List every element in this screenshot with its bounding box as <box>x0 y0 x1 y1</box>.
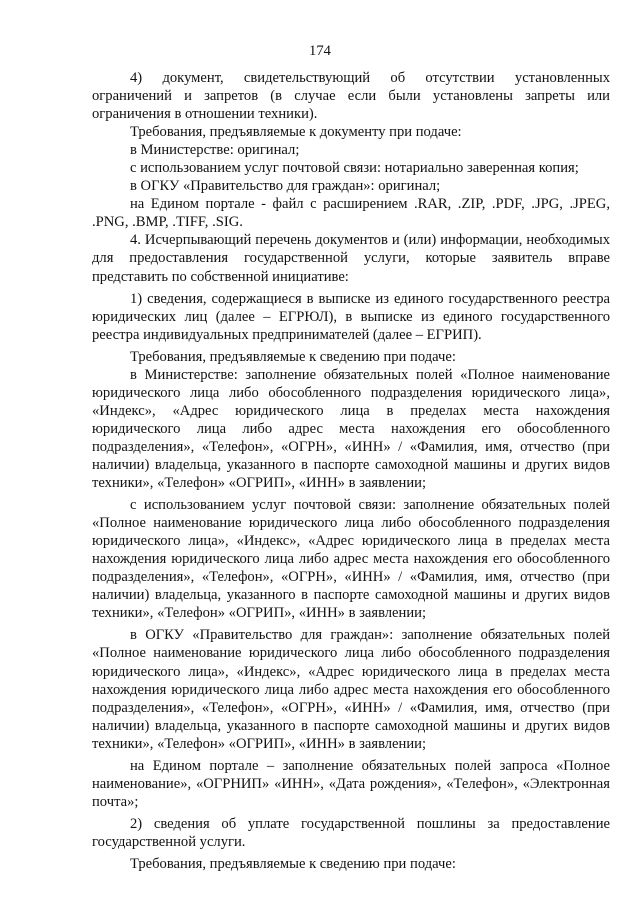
paragraph-postal-copy: с использованием услуг почтовой связи: нотариально заверенная копия; <box>130 160 579 177</box>
paragraph-ogku-fields: в ОГКУ «Правительство для граждан»: заполнение обязательных полей «Полное наименование юридического лица либо обособленного подразделения юридического лица», «Индекс», «Адрес юридического лица в пределах места нахождения юридического лица либо адрес места нахождения его обособленного подразделения», «Телефон», «ОГРН», «ИНН» / «Фамилия, имя, отчество (при наличии) владельца, указанного в паспорте самоходной машины и других видов техники», «Телефон» «ОГРИП», «ИНН» в заявлении; <box>92 627 610 752</box>
paragraph-postal-fields: с использованием услуг почтовой связи: заполнение обязательных полей «Полное наименование юридического лица либо обособленного подразделения юридического лица», «Индекс», «Адрес юридического лица в пределах места нахождения юридического лица либо адрес места нахождения его обособленного подразделения», «Телефон», «ОГРН», «ИНН» / «Фамилия, имя, отчество (при наличии) владельца, указанного в паспорте самоходной машины и других видов техники», «Телефон» «ОГРИП», «ИНН» в заявлении; <box>92 497 610 622</box>
paragraph-requirements-heading: Требования, предъявляемые к документу при подаче: <box>130 124 462 141</box>
paragraph-item-1-egrul: 1) сведения, содержащиеся в выписке из единого государственного реестра юридических лиц (далее – ЕГРЮЛ), в выписке из единого государственного реестра индивидуальных предпринимателей (далее – ЕГРИП). <box>92 290 610 343</box>
document-body <box>92 69 610 873</box>
paragraph-section-4-list: 4. Исчерпывающий перечень документов и (или) информации, необходимых для предоставления государственной услуги, которые заявитель вправе представить по собственной инициативе: <box>92 232 610 285</box>
paragraph-ministry-fields: в Министерстве: заполнение обязательных полей «Полное наименование юридического лица либо обособленного подразделения юридического лица», «Индекс», «Адрес юридического лица в пределах места нахождения юридического лица либо адрес места нахождения его обособленного подразделения», «Телефон», «ОГРН», «ИНН» / «Фамилия, имя, отчество (при наличии) владельца, указанного в паспорте самоходной машины и других видов техники», «Телефон» «ОГРИП», «ИНН» в заявлении; <box>92 366 610 492</box>
paragraph-requirements-info-heading: Требования, предъявляемые к сведению при подаче: <box>130 348 456 365</box>
paragraph-ogku-original: в ОГКУ «Правительство для граждан»: оригинал; <box>130 178 441 195</box>
paragraph-portal-file-extensions: на Едином портале - файл с расширением .RAR, .ZIP, .PDF, .JPG, .JPEG, .PNG, .BMP, .TIFF, .SIG. <box>92 196 610 231</box>
paragraph-item-2-state-fee: 2) сведения об уплате государственной пошлины за предоставление государственной услуги. <box>92 815 610 850</box>
paragraph-portal-fields: на Едином портале – заполнение обязательных полей запроса «Полное наименование», «ОГРНИП» «ИНН», «Дата рождения», «Телефон», «Электронная почта»; <box>92 757 610 810</box>
paragraph-item-4-document: 4) документ, свидетельствующий об отсутствии установленных ограничений и запретов (в случае если были установлены запреты или ограничения в отношении техники). <box>92 70 610 123</box>
paragraph-requirements-info-heading-2: Требования, предъявляемые к сведению при подаче: <box>130 855 456 872</box>
paragraph-ministry-original: в Министерстве: оригинал; <box>130 142 300 159</box>
page-number: 174 <box>309 43 331 59</box>
